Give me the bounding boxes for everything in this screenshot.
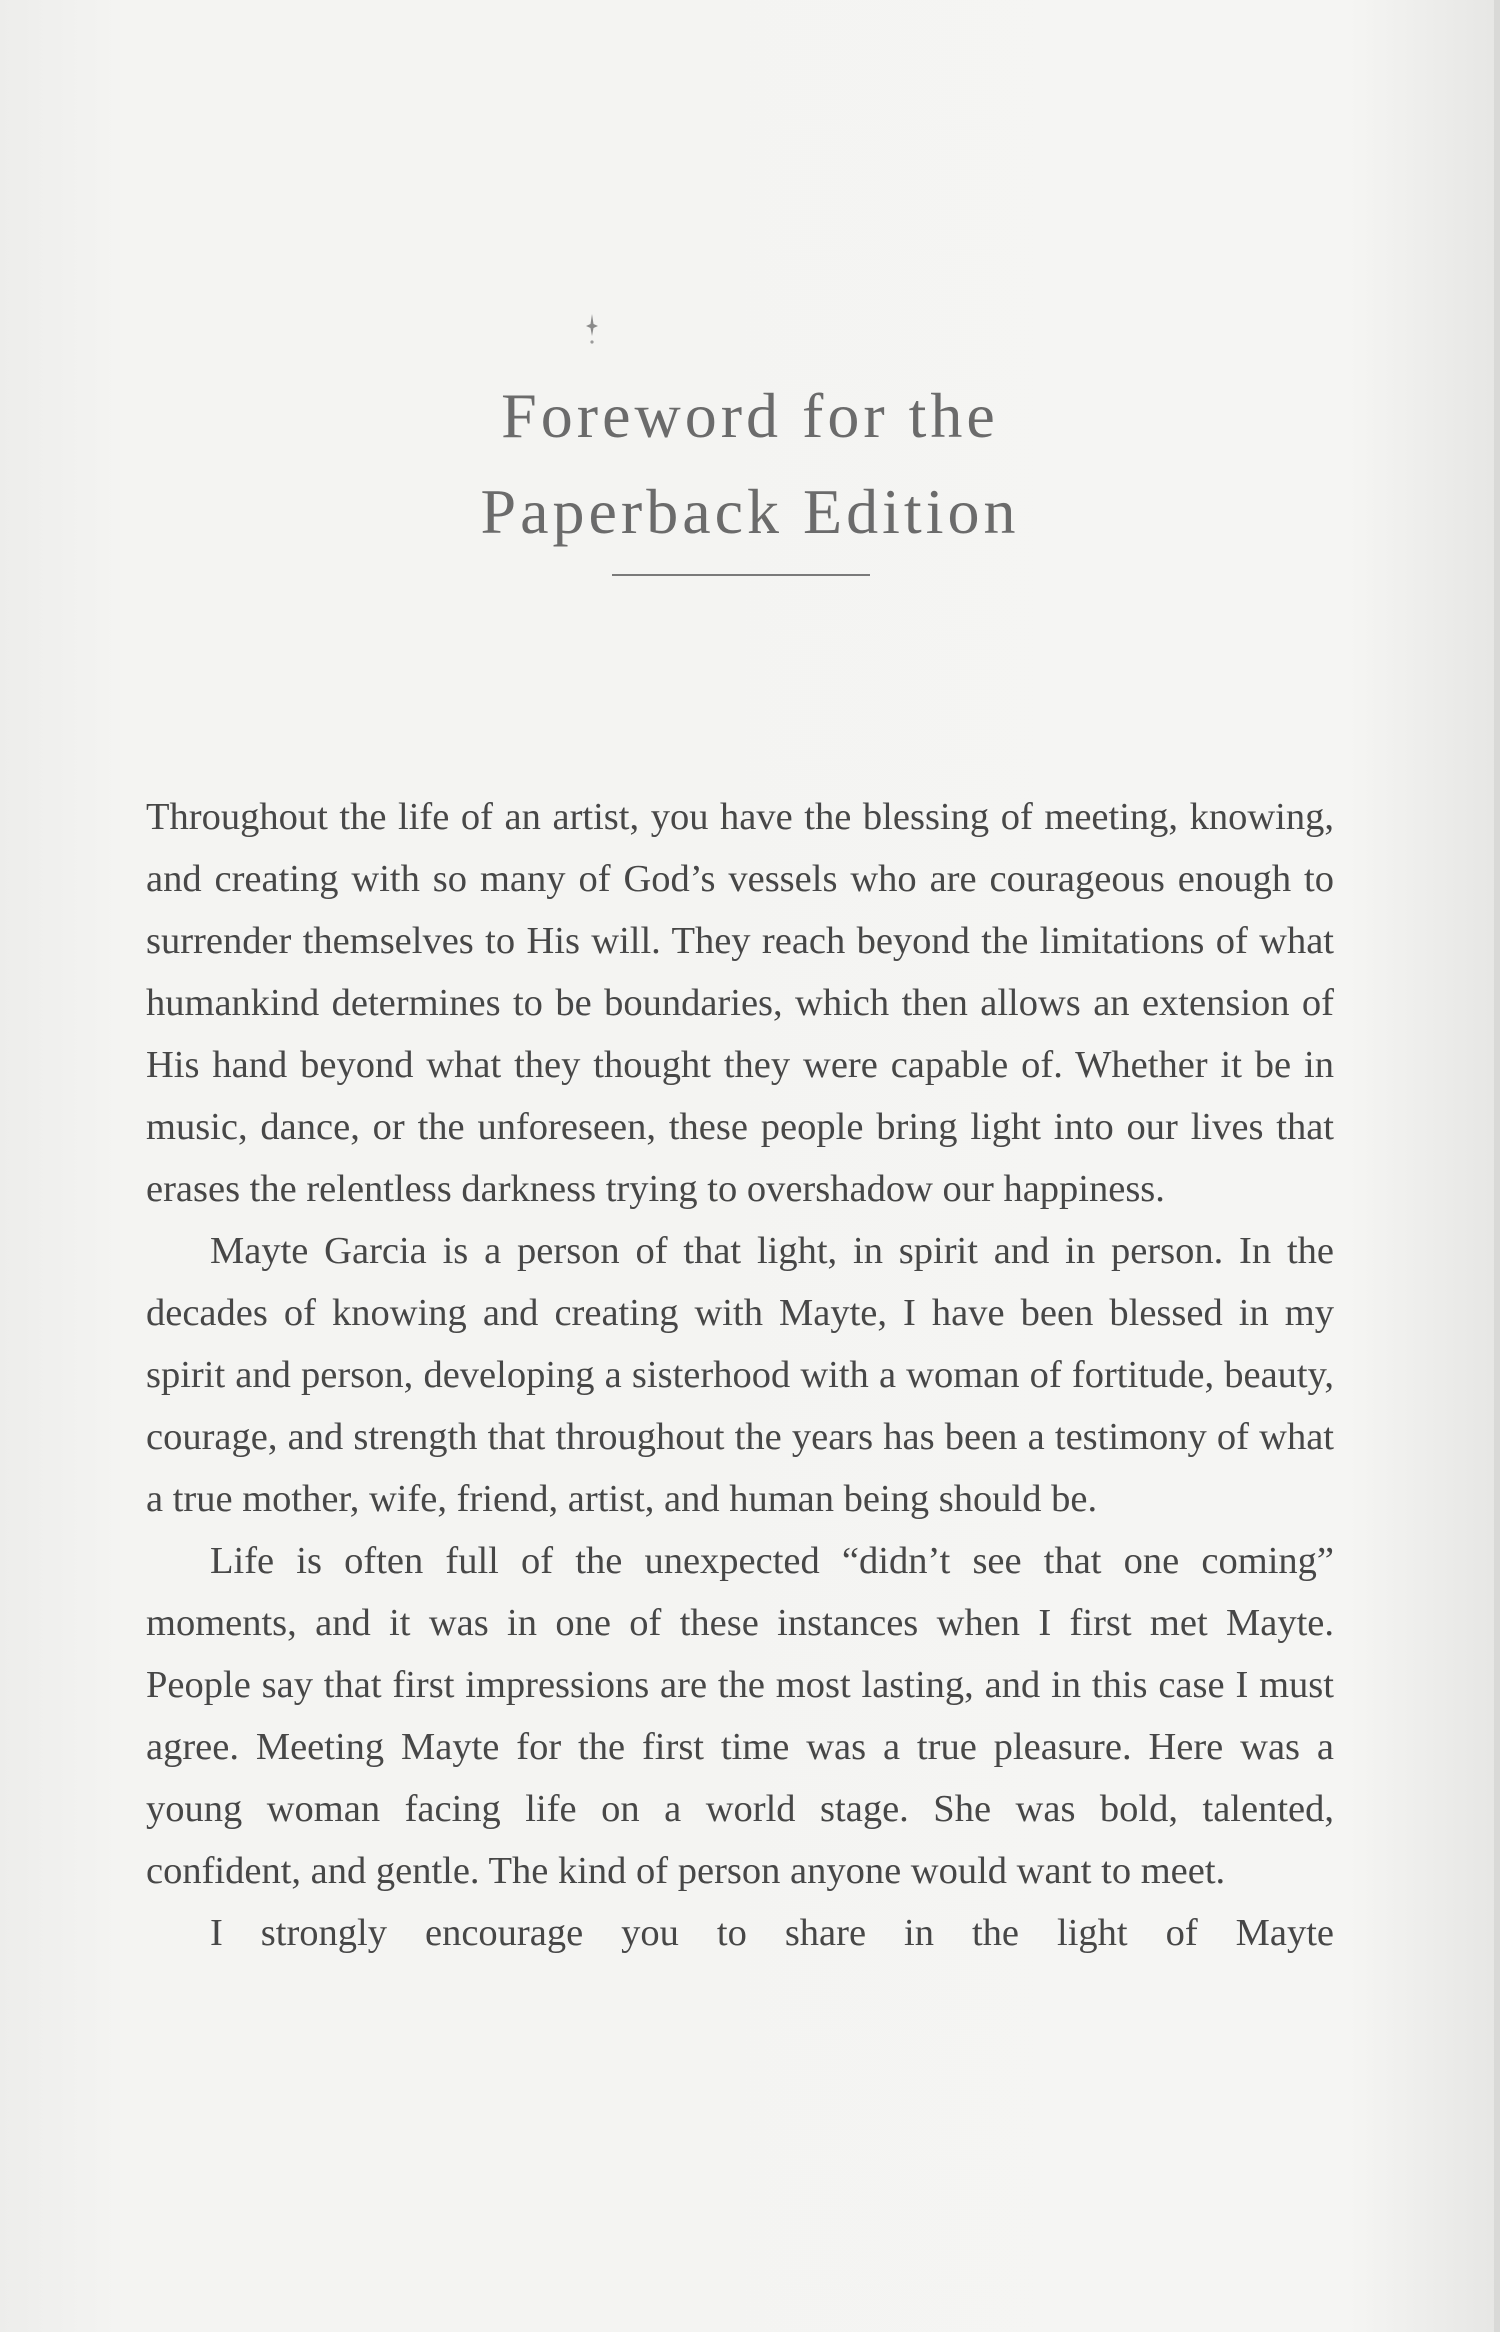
paragraph-1: Throughout the life of an artist, you have the blessing of meeting, knowing, and creating with so many of God’s vessels who are courageous enough to surrender themselves to His will. They reach beyond the limitations of what humankind determines to be boundaries, which then allows an extension of His hand beyond what they thought they were capable of. Whether it be in music, dance, or the unforeseen, these people bring light into our lives that erases the relentless darkness trying to overshadow our happiness. bbox=[146, 796, 1334, 1210]
paragraph-2: Mayte Garcia is a person of that light, in spirit and in person. In the decades of knowing and creating with Mayte, I have been blessed in my spirit and person, developing a sisterhood with a woman of fortitude, beauty, courage, and strength that throughout the years has been a testimony of what a true mother, wife, friend, artist, and human being should be. bbox=[146, 1230, 1334, 1520]
star-ornament-icon bbox=[584, 312, 600, 348]
foreword-body bbox=[146, 786, 1334, 1964]
chapter-title-line-2: Paperback Edition bbox=[480, 476, 1020, 547]
chapter-title bbox=[0, 368, 1500, 560]
paragraph-4: I strongly encourage you to share in the light of Mayte bbox=[210, 1912, 1334, 1954]
chapter-title-line-1: Foreword for the bbox=[501, 380, 999, 451]
paragraph-3: Life is often full of the unexpected “didn’t see that one coming” moments, and it was in one of these instances when I first met Mayte. People say that first impressions are the most lasting, and in this case I must agree. Meeting Mayte for the first time was a true pleasure. Here was a young woman facing life on a world stage. She was bold, talented, confident, and gentle. The kind of person anyone would want to meet. bbox=[146, 1540, 1334, 1892]
page-edge bbox=[1494, 0, 1500, 2332]
title-divider bbox=[612, 574, 870, 576]
